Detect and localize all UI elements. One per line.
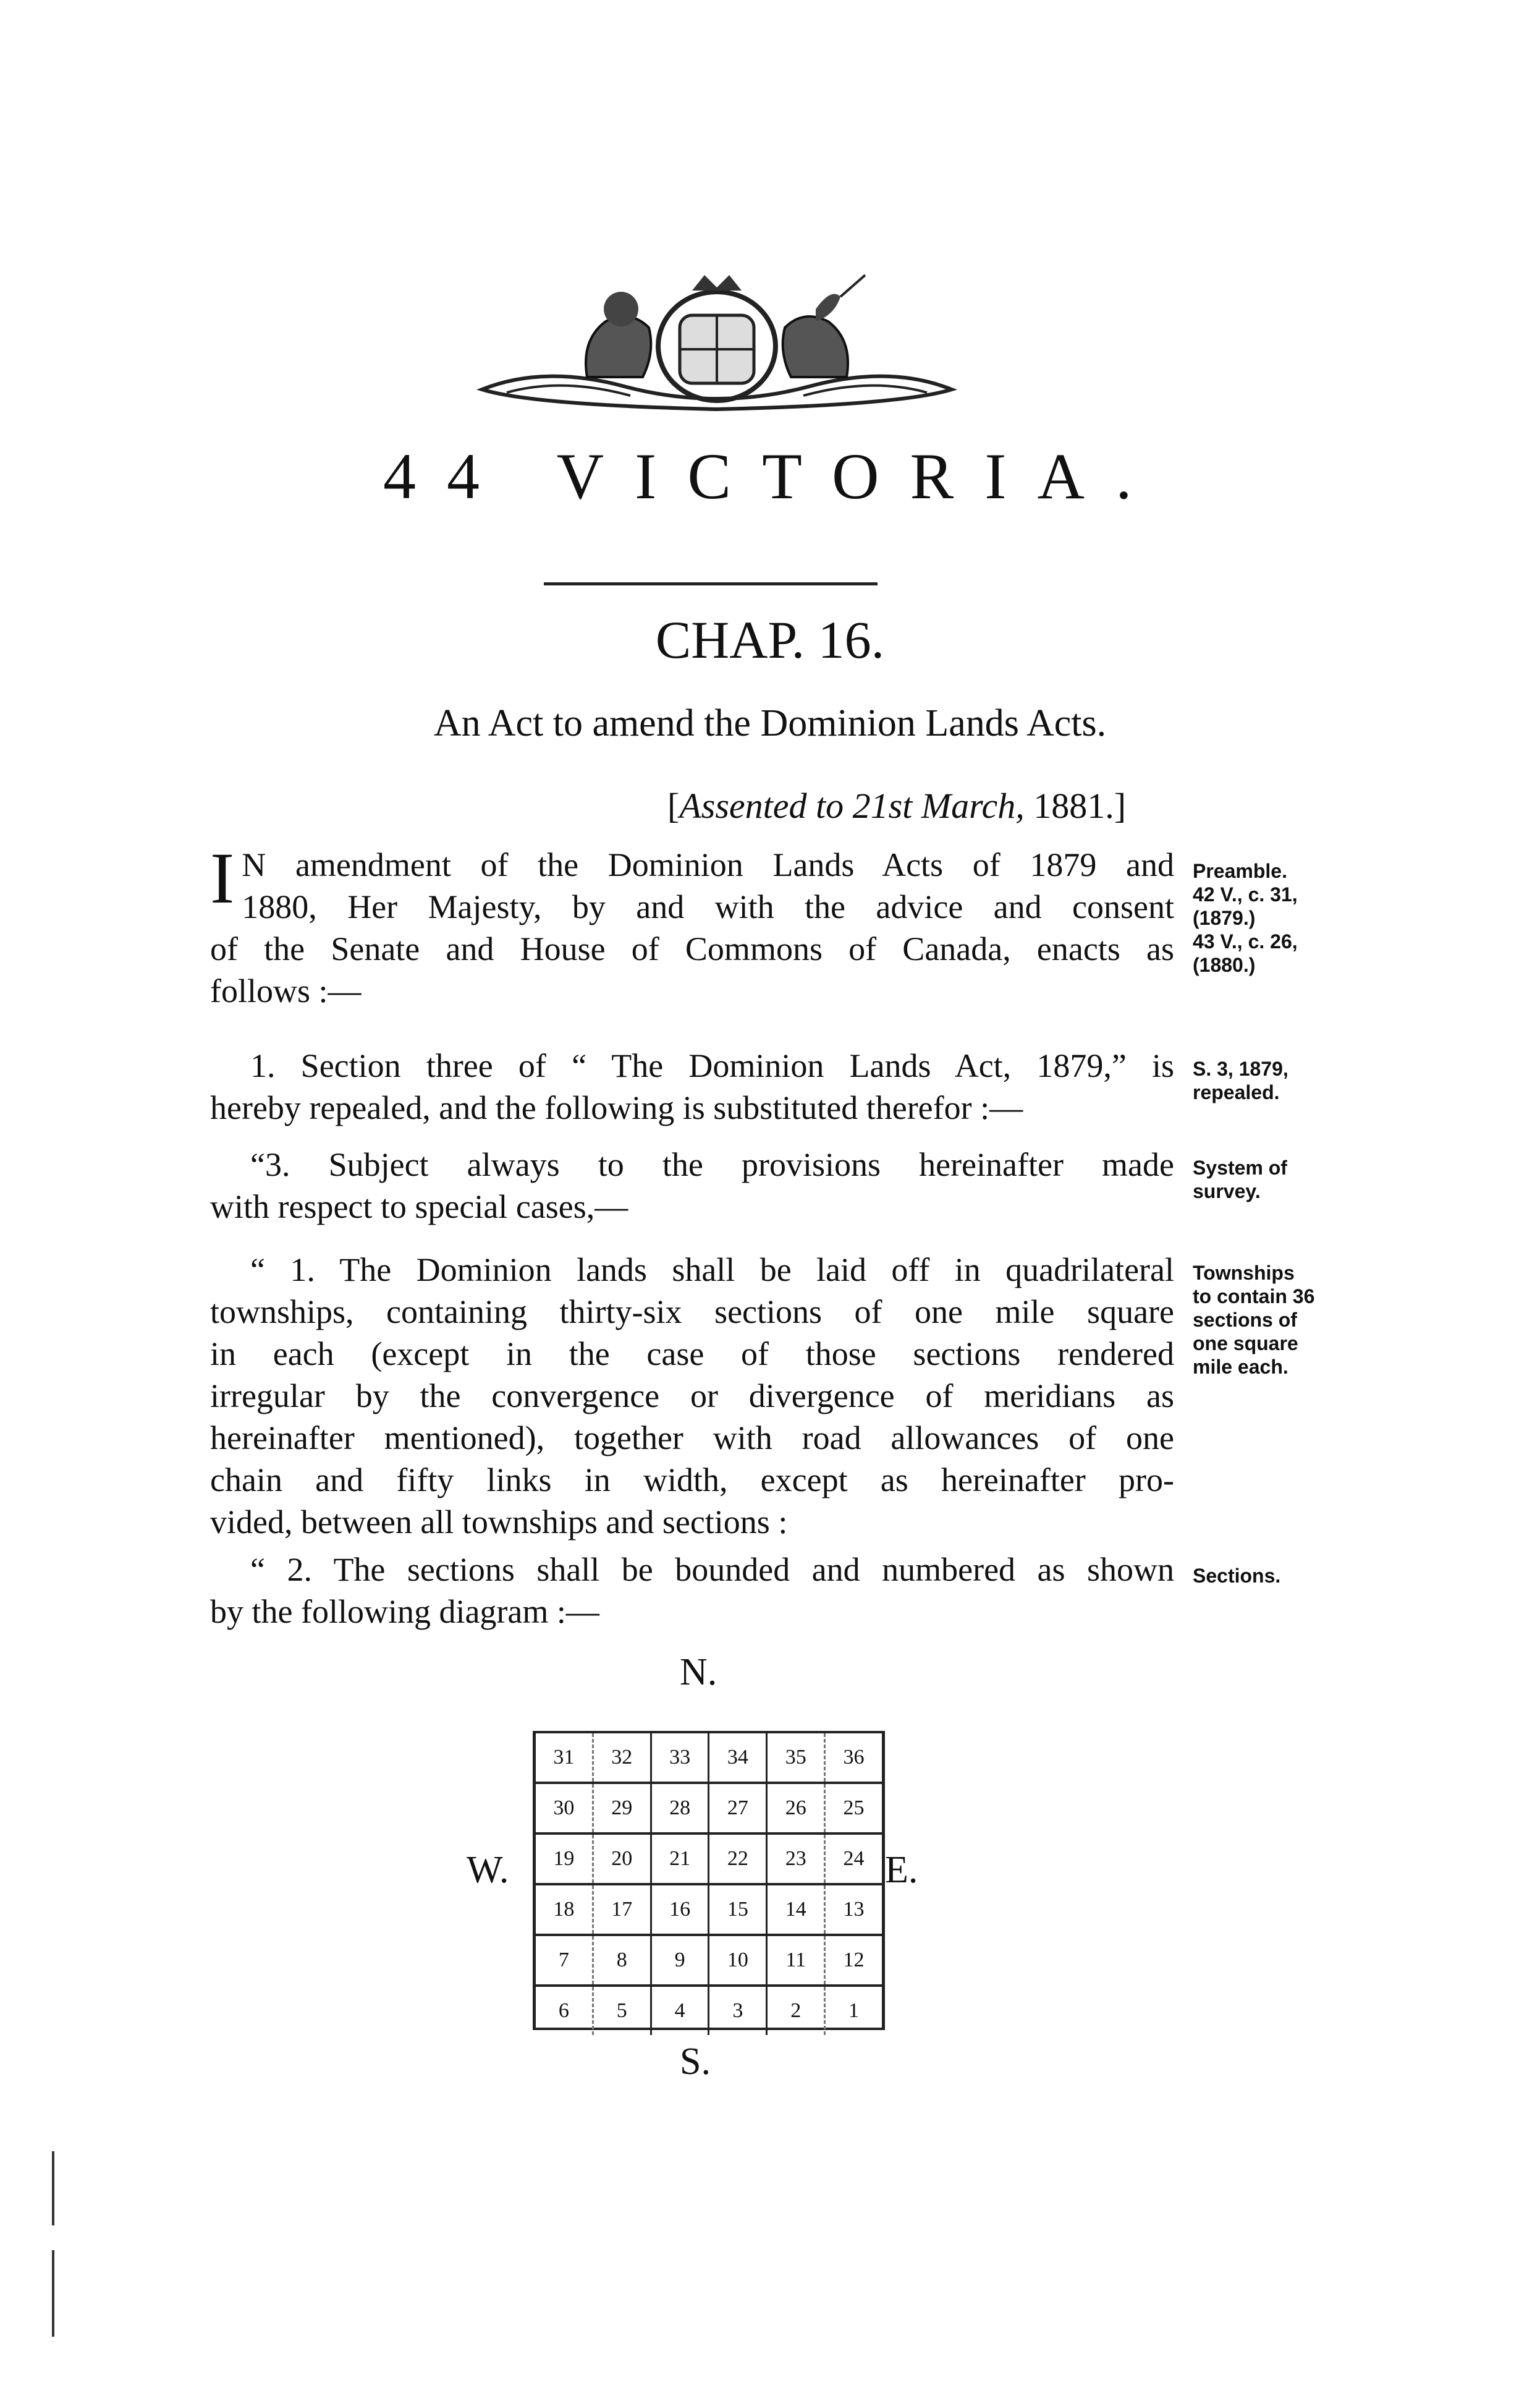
section-cell: 1	[824, 1987, 882, 2035]
margin-line: 43 V., c. 26,	[1193, 930, 1298, 953]
margin-line: S. 3, 1879,	[1193, 1058, 1288, 1080]
section-cell: 20	[592, 1835, 650, 1883]
section-cell: 31	[553, 1746, 575, 1769]
assent-text: Assented to 21st March,	[679, 786, 1025, 826]
text-line: hereby repealed, and the following is substituted therefor :—	[210, 1089, 1023, 1126]
section-cell: 29	[592, 1784, 650, 1832]
margin-line: Sections.	[1193, 1565, 1281, 1587]
section-cell: 2	[766, 1987, 824, 2035]
section-cell: 19	[553, 1847, 575, 1870]
text-line: irregular by the convergence or divergence of meridians as	[210, 1377, 1174, 1414]
section-cell: 21	[650, 1835, 708, 1883]
margin-line: Preamble.	[1193, 860, 1287, 882]
section-cell: 3	[708, 1987, 766, 2035]
grid-row	[536, 1832, 882, 1883]
section-cell: 24	[824, 1835, 882, 1883]
text-line: with respect to special cases,—	[210, 1188, 628, 1225]
margin-line: survey.	[1193, 1180, 1261, 1202]
margin-note-subsection-2	[1193, 1564, 1341, 1587]
text-line: N amendment of the Dominion Lands Acts of 1879 and	[242, 846, 1174, 883]
margin-note-section-3	[1193, 1156, 1341, 1203]
section-cell: 28	[650, 1784, 708, 1832]
text-line: 1. Section three of “ The Dominion Lands Act, 1879,” is	[250, 1047, 1174, 1084]
section-cell: 36	[824, 1733, 882, 1782]
section-cell: 8	[592, 1936, 650, 1984]
heading-rule	[544, 582, 878, 585]
section-cell: 9	[650, 1936, 708, 1984]
margin-line: mile each.	[1193, 1356, 1288, 1378]
section-cell: 14	[766, 1885, 824, 1934]
text-line: chain and fifty links in width, except as hereinafter pro-	[210, 1461, 1174, 1498]
royal-crest-icon	[470, 272, 964, 414]
section-cell: 4	[650, 1987, 708, 2035]
drop-cap: I	[210, 838, 235, 919]
section-cell: 25	[824, 1784, 882, 1832]
grid-row	[536, 1782, 882, 1832]
margin-note-section-1	[1193, 1057, 1341, 1104]
text-line: hereinafter mentioned), together with road allowances of one	[210, 1419, 1174, 1456]
text-line: in each (except in the case of those sections rendered	[210, 1335, 1174, 1372]
margin-note-preamble	[1193, 859, 1341, 977]
section-cell: 13	[824, 1885, 882, 1934]
scan-artifact	[52, 2250, 54, 2337]
chapter-heading: CHAP. 16.	[655, 610, 885, 669]
section-1-paragraph	[210, 1045, 1174, 1129]
margin-line: sections of	[1193, 1309, 1297, 1331]
grid-row	[536, 1731, 882, 1782]
text-line: follows :—	[210, 972, 362, 1009]
text-line: “ 1. The Dominion lands shall be laid off in quadrilateral	[250, 1251, 1174, 1288]
section-cell: 7	[558, 1948, 569, 1971]
reign-heading: 44 VICTORIA.	[383, 440, 1163, 512]
diagram-west-label: W.	[467, 1849, 509, 1891]
section-cell: 34	[708, 1733, 766, 1782]
margin-line: 42 V., c. 31,	[1193, 883, 1298, 906]
section-cell: 35	[766, 1733, 824, 1782]
section-cell: 23	[766, 1835, 824, 1883]
section-cell: 22	[708, 1835, 766, 1883]
grid-row	[536, 1883, 882, 1934]
scan-artifact	[52, 2151, 54, 2225]
margin-line: System of	[1193, 1157, 1287, 1179]
margin-line: one square	[1193, 1332, 1298, 1354]
diagram-south-label: S.	[680, 2041, 711, 2083]
grid-row	[536, 1984, 882, 2035]
margin-note-subsection-1	[1193, 1261, 1341, 1379]
text-line: townships, containing thirty-six sections of one mile square	[210, 1293, 1174, 1330]
section-cell: 27	[708, 1784, 766, 1832]
section-cell: 10	[708, 1936, 766, 1984]
diagram-east-label: E.	[885, 1849, 918, 1891]
section-cell: 33	[650, 1733, 708, 1782]
margin-line: Townships	[1193, 1262, 1295, 1284]
section-cell: 15	[708, 1885, 766, 1934]
grid-row	[536, 1934, 882, 1984]
act-title: An Act to amend the Dominion Lands Acts.	[433, 702, 1107, 744]
section-cell: 12	[824, 1936, 882, 1984]
text-line: vided, between all townships and sections :	[210, 1503, 788, 1540]
section-cell: 5	[592, 1987, 650, 2035]
section-cell: 30	[553, 1796, 575, 1819]
section-cell: 11	[766, 1936, 824, 1984]
margin-line: to contain 36	[1193, 1285, 1315, 1307]
section-cell: 26	[766, 1784, 824, 1832]
section-3-paragraph	[210, 1144, 1174, 1228]
section-cell: 16	[650, 1885, 708, 1934]
margin-line: (1880.)	[1193, 954, 1256, 976]
section-cell: 18	[553, 1898, 575, 1921]
margin-line: (1879.)	[1193, 907, 1256, 929]
subsection-2-paragraph	[210, 1549, 1174, 1633]
section-cell: 17	[592, 1885, 650, 1934]
assent-line: [Assented to 21st March, 1881.]	[667, 786, 1127, 826]
text-line: by the following diagram :—	[210, 1593, 599, 1630]
text-line: “3. Subject always to the provisions hereinafter made	[250, 1146, 1174, 1183]
text-line: of the Senate and House of Commons of Canada, enacts as	[210, 930, 1174, 967]
margin-line: repealed.	[1193, 1081, 1280, 1103]
assent-year: 1881.	[1033, 786, 1114, 826]
text-line: 1880, Her Majesty, by and with the advice and consent	[242, 888, 1174, 925]
diagram-north-label: N.	[680, 1651, 717, 1693]
township-section-grid	[533, 1731, 885, 2030]
preamble-paragraph	[210, 838, 1174, 1012]
section-cell: 32	[592, 1733, 650, 1782]
subsection-1-paragraph	[210, 1249, 1174, 1543]
text-line: “ 2. The sections shall be bounded and numbered as shown	[250, 1551, 1174, 1588]
section-cell: 6	[558, 1999, 569, 2022]
